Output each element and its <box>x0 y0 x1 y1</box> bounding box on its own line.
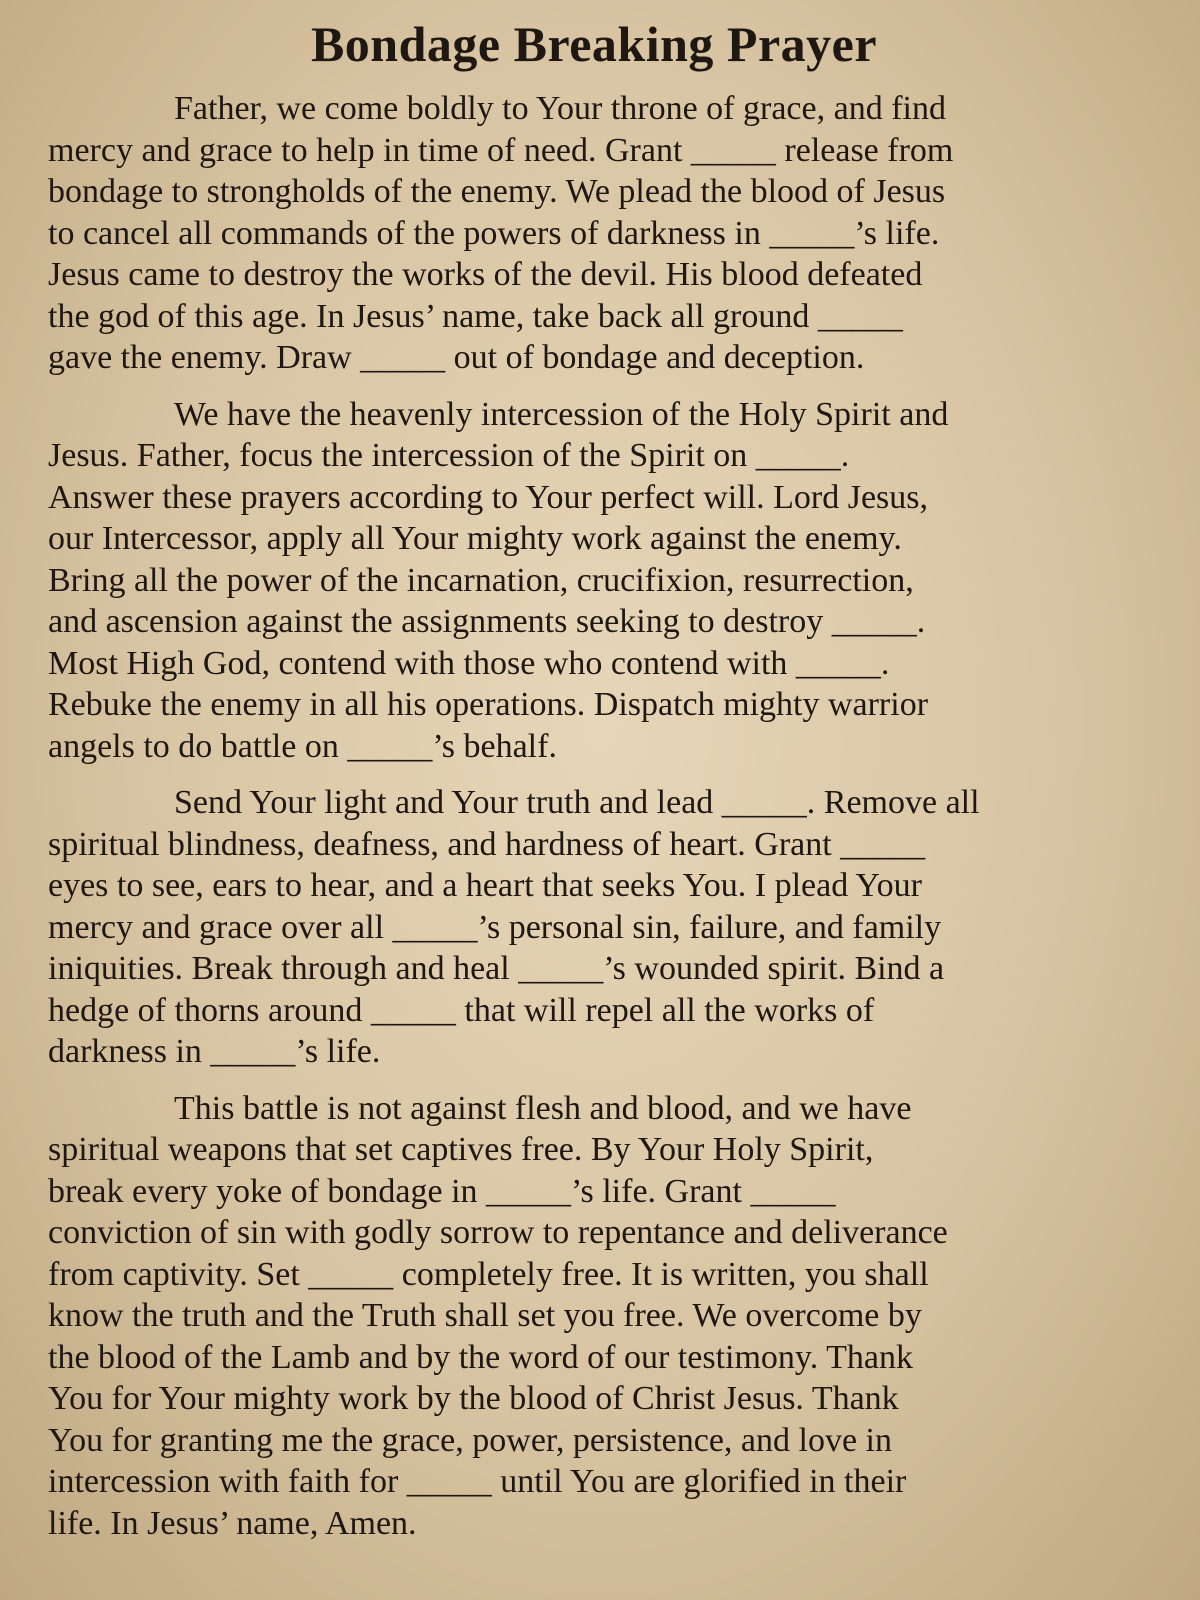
prayer-line: mercy and grace to help in time of need. Grant _____ release from <box>48 131 954 169</box>
prayer-line: You for Your mighty work by the blood of Christ Jesus. Thank <box>48 1380 899 1417</box>
prayer-line: intercession with faith for _____ until You are glorified in their <box>48 1463 907 1500</box>
prayer-line: This battle is not against flesh and blood, and we have <box>174 1089 912 1127</box>
prayer-line: gave the enemy. Draw _____ out of bondage and deception. <box>48 339 865 376</box>
prayer-line: Most High God, contend with those who contend with _____. <box>48 644 890 682</box>
prayer-line: Bring all the power of the incarnation, crucifixion, resurrection, <box>48 561 914 599</box>
prayer-line: angels to do battle on _____’s behalf. <box>48 727 557 765</box>
prayer-line: You for granting me the grace, power, persistence, and love in <box>48 1421 892 1459</box>
prayer-line: our Intercessor, apply all Your mighty work against the enemy. <box>48 520 902 557</box>
prayer-line: We have the heavenly intercession of the Holy Spirit and <box>174 395 949 433</box>
prayer-line: hedge of thorns around _____ that will repel all the works of <box>48 991 875 1029</box>
prayer-line: to cancel all commands of the powers of darkness in _____’s life. <box>48 214 940 252</box>
prayer-line: Rebuke the enemy in all his operations. Dispatch mighty warrior <box>48 686 929 723</box>
prayer-line: darkness in _____’s life. <box>48 1033 381 1070</box>
prayer-paragraph <box>48 782 1140 1073</box>
prayer-line: bondage to strongholds of the enemy. We plead the blood of Jesus <box>48 173 946 210</box>
prayer-paragraph <box>48 394 1140 768</box>
prayer-paragraph <box>48 88 1140 379</box>
prayer-line: iniquities. Break through and heal _____’s wounded spirit. Bind a <box>48 950 945 987</box>
prayer-line: the god of this age. In Jesus’ name, take back all ground _____ <box>48 297 903 335</box>
prayer-line: and ascension against the assignments seeking to destroy _____. <box>48 603 926 640</box>
prayer-paragraph <box>48 1088 1140 1545</box>
page-title: Bondage Breaking Prayer <box>310 16 878 72</box>
prayer-line: Jesus. Father, focus the intercession of the Spirit on _____. <box>48 437 850 474</box>
prayer-body <box>48 88 1140 1544</box>
prayer-line: Answer these prayers according to Your perfect will. Lord Jesus, <box>48 478 928 516</box>
prayer-line: from captivity. Set _____ completely free. It is written, you shall <box>48 1255 929 1293</box>
prayer-line: spiritual weapons that set captives free. By Your Holy Spirit, <box>48 1131 874 1168</box>
prayer-line: conviction of sin with godly sorrow to repentance and deliverance <box>48 1214 948 1251</box>
prayer-line: know the truth and the Truth shall set you free. We overcome by <box>48 1297 922 1334</box>
prayer-line: break every yoke of bondage in _____’s life. Grant _____ <box>48 1172 836 1210</box>
prayer-line: life. In Jesus’ name, Amen. <box>48 1504 417 1542</box>
prayer-line: eyes to see, ears to hear, and a heart that seeks You. I plead Your <box>48 867 922 904</box>
prayer-line: the blood of the Lamb and by the word of our testimony. Thank <box>48 1338 913 1376</box>
prayer-line: spiritual blindness, deafness, and hardness of heart. Grant _____ <box>48 825 926 863</box>
prayer-line: mercy and grace over all _____’s personal sin, failure, and family <box>48 908 942 946</box>
prayer-line: Send Your light and Your truth and lead _____. Remove all <box>174 784 980 821</box>
prayer-line: Father, we come boldly to Your throne of grace, and find <box>174 90 946 127</box>
prayer-line: Jesus came to destroy the works of the devil. His blood defeated <box>48 256 923 293</box>
